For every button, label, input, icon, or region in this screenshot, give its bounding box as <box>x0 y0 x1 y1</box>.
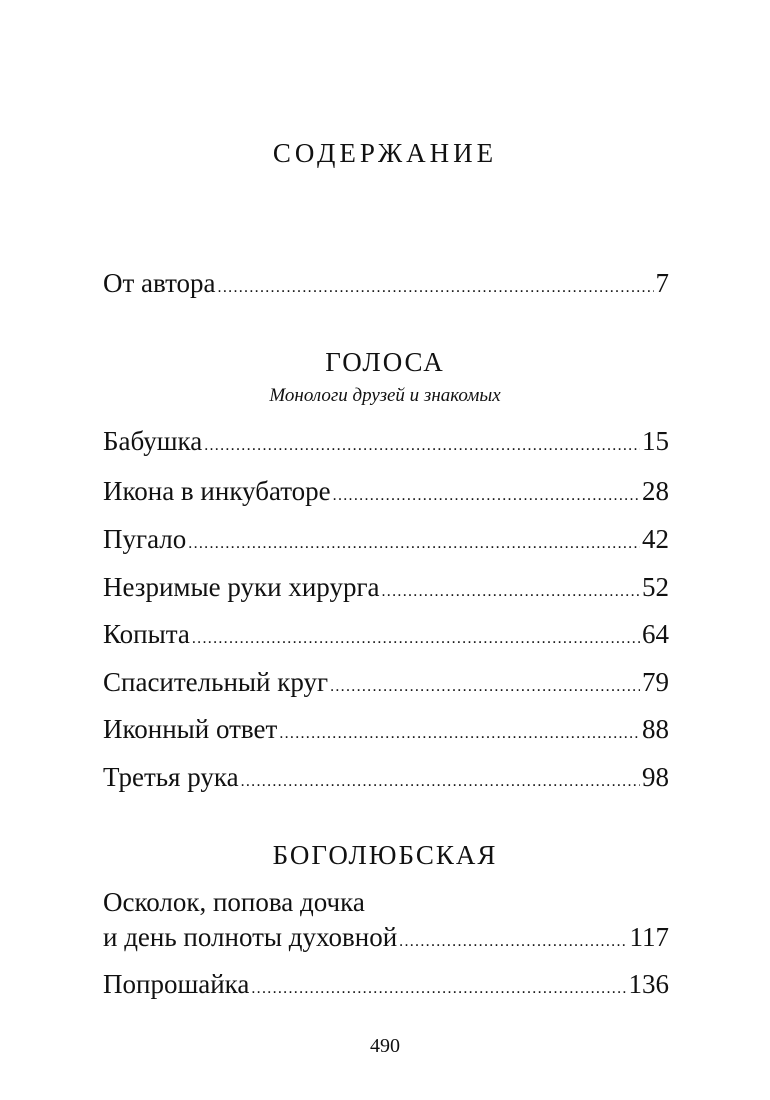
toc-entry-label: Незримые руки хирурга <box>103 572 380 602</box>
toc-entry-label: От автора <box>103 268 216 298</box>
toc-entry-label: Иконный ответ <box>103 714 278 744</box>
toc-entry-label: Попрошайка <box>103 969 250 999</box>
toc-entry <box>103 474 669 513</box>
dot-leader <box>188 527 640 561</box>
dot-leader <box>399 925 627 959</box>
toc-entry-label: Третья рука <box>103 762 239 792</box>
page-number: 490 <box>370 1035 400 1057</box>
page-title: СОДЕРЖАНИЕ <box>272 138 498 168</box>
toc-entry <box>103 424 669 463</box>
dot-leader <box>241 765 640 799</box>
dot-leader <box>251 972 626 1006</box>
toc-entry-label: Копыта <box>103 619 190 649</box>
toc-entry-label: Бабушка <box>103 426 203 456</box>
toc-entry-label: Пугало <box>103 524 187 554</box>
section-heading: БОГОЛЮБСКАЯ <box>272 840 498 870</box>
toc-entry-label: Спасительный круг <box>103 667 329 697</box>
toc-entry-page: 98 <box>642 762 669 792</box>
toc-entry <box>103 522 669 561</box>
toc-entry-page: 64 <box>642 619 669 649</box>
toc-entry-page: 15 <box>642 426 669 456</box>
toc-entry-page: 88 <box>642 714 669 744</box>
toc-entry-label-line1: Осколок, попова дочка <box>103 887 365 917</box>
toc-entry-page: 136 <box>628 969 669 999</box>
toc-entry-page: 79 <box>642 667 669 697</box>
dot-leader <box>204 429 640 463</box>
toc-entry-page: 52 <box>642 572 669 602</box>
toc-entry-page: 28 <box>642 476 669 506</box>
toc-entry <box>103 665 669 704</box>
toc-entry-page: 7 <box>655 268 669 298</box>
dot-leader <box>192 622 640 656</box>
dot-leader <box>333 479 640 513</box>
dot-leader <box>279 717 640 751</box>
section-subtitle: Монологи друзей и знакомых <box>269 385 501 406</box>
section-heading: ГОЛОСА <box>325 347 445 377</box>
toc-entry-preface <box>103 266 669 305</box>
dot-leader <box>382 575 641 609</box>
toc-entry <box>103 570 669 609</box>
toc-entry <box>103 967 669 1006</box>
toc-entry <box>103 617 669 656</box>
toc-entry-label: Икона в инкубаторе <box>103 476 331 506</box>
toc-entry <box>103 760 669 799</box>
toc-entry <box>103 920 669 959</box>
dot-leader <box>218 271 654 305</box>
toc-entry-label: и день полноты духовной <box>103 922 398 952</box>
dot-leader <box>330 670 640 704</box>
toc-entry-page: 42 <box>642 524 669 554</box>
toc-entry <box>103 712 669 751</box>
toc-entry-page: 117 <box>629 922 669 952</box>
